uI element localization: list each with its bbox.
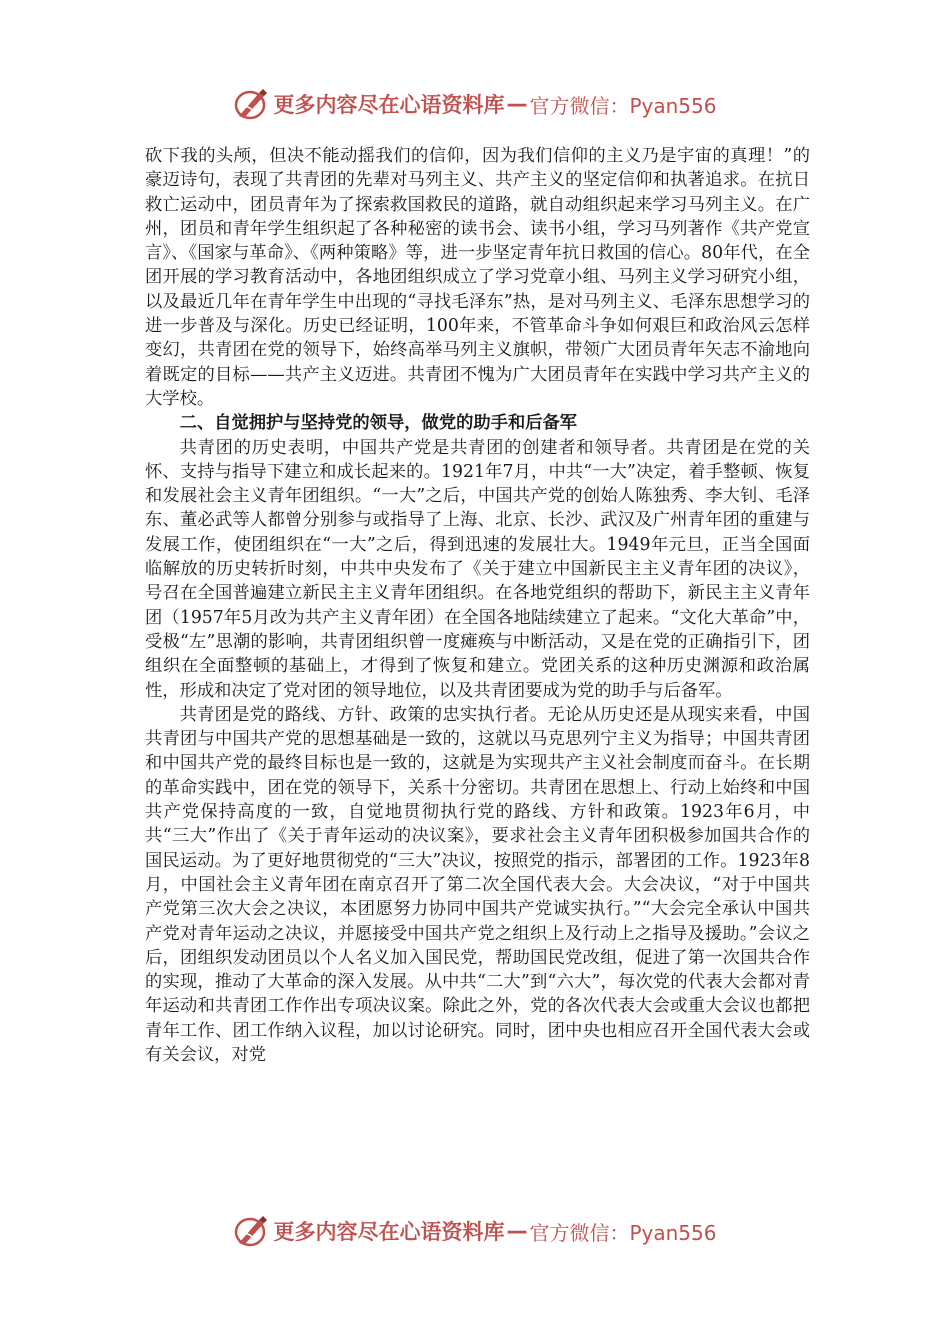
paragraph-1: 砍下我的头颅，但决不能动摇我们的信仰，因为我们信仰的主义乃是宇宙的真理！”的豪迈诗句，表现了共青团的先辈对马列主义、共产主义的坚定信仰和执著追求。在抗日救亡运动中，团员青年为了探索救国救民的道路，就自动组织起来学习马列主义。在广州，团员和青年学生组织起了各种秘密的读书会、读书小组，学习马列著作《共产党宣言》、《国家与革命》、《两种策略》等，进一步坚定青年抗日救国的信心。80年代，在全团开展的学习教育活动中，各地团组织成立了学习党章小组、马列主义学习研究小组，以及最近几年在青年学生中出现的“寻找毛泽东”热，是对马列主义、毛泽东思想学习的进一步普及与深化。历史已经证明，100年来，不管革命斗争如何艰巨和政治风云怎样变幻，共青团在党的领导下，始终高举马列主义旗帜，带领广大团员青年矢志不渝地向着既定的目标——共产主义迈进。共青团不愧为广大团员青年在实践中学习共产主义的大学校。 [145,146,810,409]
banner-wechat: 官方微信：Pyan556 [529,1220,717,1245]
banner-wechat: 官方微信：Pyan556 [529,93,717,118]
banner-text: 更多内容尽在心语资料库 [273,93,505,117]
section-heading: 二、自觉拥护与坚持党的领导，做党的助手和后备军 [179,413,578,434]
banner-separator: — [506,1219,528,1243]
paragraph-2: 共青团的历史表明，中国共产党是共青团的创建者和领导者。共青团是在党的关怀、支持与指导下建立和成长起来的。1921年7月，中共“一大”决定，着手整顿、恢复和发展社会主义青年团组织。“一大”之后，中国共产党的创始人陈独秀、李大钊、毛泽东、董必武等人都曾分别参与或指导了上海、北京、长沙、武汉及广州青年团的重建与发展工作，使团组织在“一大”之后，得到迅速的发展壮大。1949年元旦，正当全国面临解放的历史转折时刻，中共中央发布了《关于建立中国新民主主义青年团的决议》，号召在全国普遍建立新民主主义青年团组织。在各地党组织的帮助下，新民主主义青年团（1957年5月改为共产主义青年团）在全国各地陆续建立了起来。“文化大革命”中，受极“左”思潮的影响，共青团组织曾一度瘫痪与中断活动，又是在党的正确指引下，团组织在全面整顿的基础上，才得到了恢复和建立。党团关系的这种历史渊源和政治属性，形成和决定了党对团的领导地位，以及共青团要成为党的助手与后备军。 [145,437,810,701]
banner-separator: — [506,92,528,116]
banner-text: 更多内容尽在心语资料库 [273,1220,505,1244]
paragraph-3: 共青团是党的路线、方针、政策的忠实执行者。无论从历史还是从现实来看，中国共青团与中国共产党的思想基础是一致的，这就以马克思列宁主义为指导；中国共青团和中国共产党的最终目标也是一致的，这就是为实现共产主义社会制度而奋斗。在长期的革命实践中，团在党的领导下，关系十分密切。共青团在思想上、行动上始终和中国共产党保持高度的一致，自觉地贯彻执行党的路线、方针和政策。1923年6月，中共“三大”作出了《关于青年运动的决议案》，要求社会主义青年团积极参加国共合作的国民运动。为了更好地贯彻党的“三大”决议，按照党的指示，部署团的工作。1923年8月，中国社会主义青年团在南京召开了第二次全国代表大会。大会决议，“对于中国共产党第三次大会之决议，本团愿努力协同中国共产党诚实执行。”“大会完全承认中国共产党对青年运动之决议，并愿接受中国共产党之组织上及行动上之指导及援助。”会议之后，团组织发动团员以个人名义加入国民党，帮助国民党改组，促进了第一次国共合作的实现，推动了大革命的深入发展。从中共“二大”到“六大”，每次党的代表大会都对青年运动和共青团工作作出专项决议案。除此之外，党的各次代表大会或重大会议也都把青年工作、团工作纳入议程，加以讨论研究。同时，团中央也相应召开全国代表大会或有关会议，对党 [145,704,810,1065]
pen-logo-icon [233,87,269,121]
header-banner [0,84,950,124]
document-body [145,144,810,1067]
footer-banner [0,1211,950,1251]
pen-logo-icon [233,1214,269,1248]
